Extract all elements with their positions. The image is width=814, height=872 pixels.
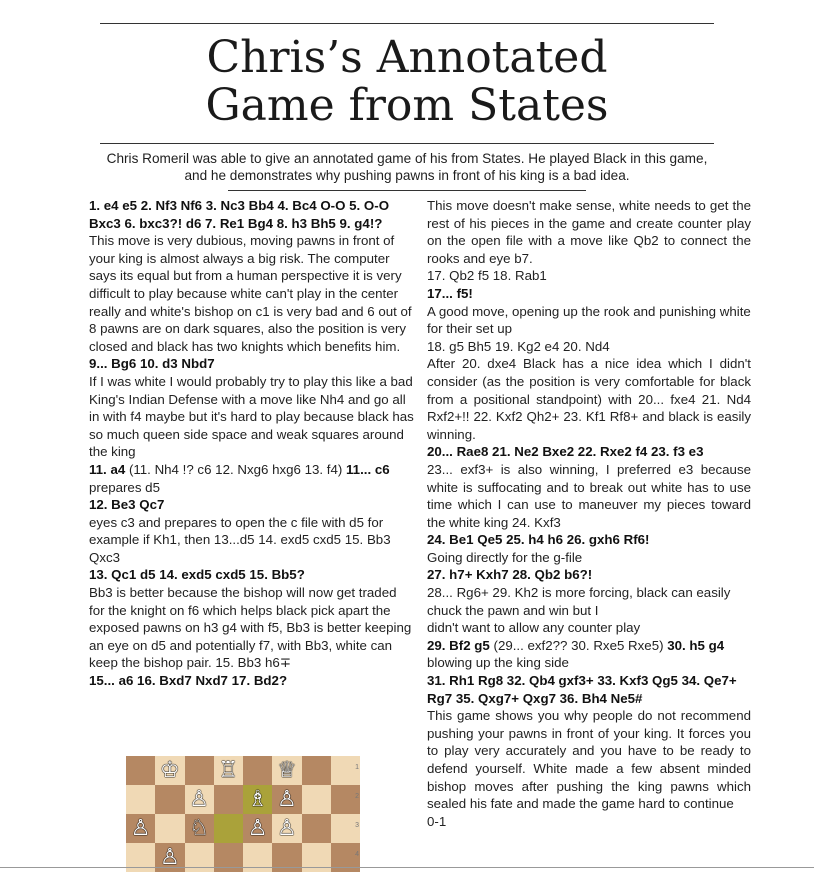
board-square xyxy=(126,756,155,785)
board-square xyxy=(155,756,184,785)
annotation-paragraph: Bb3 is better because the bishop will now get traded for the knight on f6 which helps black pick apart the exposed pawns on h3 g4 with f5, Bb3 is better keeping an eye on d5 and potentially f7, with Bb3, white can keep the bishop pair. 15. Bb3 h6∓ xyxy=(89,585,412,671)
board-square xyxy=(243,756,272,785)
annotation-paragraph: If I was white I would probably try to play this like a bad King's Indian Defense with a move like Nh4 and go all in with f4 maybe but it's hard to play because black has so much queen side space and weak squares around the king xyxy=(89,373,414,460)
chess-board-diagram xyxy=(126,756,360,872)
board-square xyxy=(214,814,243,843)
page-title xyxy=(0,34,814,130)
move-text: 17... f5! xyxy=(427,285,473,301)
move-line xyxy=(89,566,414,584)
annotation-paragraph: example if Kh1, then 13...d5 14. exd5 cxd5 15. Bb3 Qxc3 xyxy=(89,532,391,565)
white-knight-icon: ♘ xyxy=(189,815,209,841)
board-square xyxy=(185,814,214,843)
rank-label: 2 xyxy=(355,793,359,800)
left-column xyxy=(89,197,414,690)
white-pawn-icon: ♙ xyxy=(277,815,297,841)
move-text: 27. h7+ Kxh7 28. Qb2 b6?! xyxy=(427,567,593,583)
annotation-paragraph: A good move, opening up the rook and punishing white for their set up xyxy=(427,303,751,337)
annotation-paragraph xyxy=(427,637,751,655)
move-text: 30. h5 g4 xyxy=(667,637,725,653)
board-square xyxy=(302,814,331,843)
white-queen-icon: ♕ xyxy=(277,757,297,783)
board-square xyxy=(214,785,243,814)
annotation-paragraph: This move is very dubious, moving pawns in front of your king is almost always a big risk. The computer says its equal but from a human perspective it is very difficult to play because white can't play in the center really and white's bishop on c1 is very bad and 6 out of 8 pawns are on dark squares, also the position is very closed and black has two knights which benefits him. xyxy=(89,233,412,354)
board-square xyxy=(302,785,331,814)
board-square xyxy=(272,785,301,814)
move-line xyxy=(89,355,414,373)
move-line xyxy=(427,672,751,707)
move-line xyxy=(427,566,751,584)
move-line xyxy=(89,496,414,514)
board-square xyxy=(243,814,272,843)
move-text: 15... a6 16. Bxd7 Nxd7 17. Bd2? xyxy=(89,673,288,689)
board-square xyxy=(185,756,214,785)
board-square xyxy=(155,814,184,843)
move-line xyxy=(427,285,751,303)
board-square xyxy=(155,785,184,814)
move-text: 13. Qc1 d5 14. exd5 cxd5 15. Bb5? xyxy=(89,567,305,583)
move-line xyxy=(427,443,751,461)
right-column xyxy=(427,197,751,830)
move-line xyxy=(427,531,751,549)
move-text: 24. Be1 Qe5 25. h4 h6 26. gxh6 Rf6! xyxy=(427,532,650,548)
move-text: 11. a4 xyxy=(89,461,126,477)
annotation-paragraph: This game shows you why people do not recommend pushing your pawns in front of your king. It forces you to play very accurately and you have to be ready to defend yourself. White made a few absent minded bishop moves after pushing the king pawns which sealed his fate and made the game hard to continue xyxy=(427,708,751,812)
board-square xyxy=(302,756,331,785)
rank-label: 1 xyxy=(355,764,359,771)
board-square xyxy=(331,814,360,843)
title-line-1: Chris’s Annotated xyxy=(206,32,608,83)
annotation-paragraph: 17. Qb2 f5 18. Rab1 xyxy=(427,268,547,284)
annotation-paragraph: didn't want to allow any counter play xyxy=(427,620,641,636)
intro-bottom-rule xyxy=(228,190,586,191)
board-square xyxy=(331,756,360,785)
white-pawn-icon: ♙ xyxy=(160,844,180,870)
board-square xyxy=(126,785,155,814)
white-king-icon: ♔ xyxy=(160,757,180,783)
white-rook-icon: ♖ xyxy=(218,757,239,783)
annotation-paragraph: 18. g5 Bh5 19. Kg2 e4 20. Nd4 xyxy=(427,338,610,354)
annotation-paragraph: prepares d5 xyxy=(89,479,160,495)
annotation-paragraph xyxy=(89,461,414,479)
board-square xyxy=(243,785,272,814)
variation-text: (11. Nh4 !? c6 12. Nxg6 hxg6 13. f4) xyxy=(125,461,347,477)
board-square xyxy=(272,814,301,843)
white-pawn-icon: ♙ xyxy=(247,815,268,841)
bottom-rule xyxy=(0,867,814,868)
rank-label: 3 xyxy=(355,822,359,829)
annotation-paragraph: 0-1 xyxy=(427,813,447,829)
move-text: 11... c6 xyxy=(346,461,390,477)
annotation-paragraph: blowing up the king side xyxy=(427,655,569,671)
annotation-paragraph: This move doesn't make sense, white needs to get the rest of his pieces in the game and create counter play on the open file with a move like Qb2 to connect the rooks and eye b7. xyxy=(427,198,751,266)
annotation-paragraph: 28... Rg6+ 29. Kh2 is more forcing, black can easily chuck the pawn and win but I xyxy=(427,585,731,618)
white-pawn-icon: ♙ xyxy=(277,786,297,812)
move-text: 20... Rae8 21. Ne2 Bxe2 22. Rxe2 f4 23. f3 e3 xyxy=(427,444,704,460)
white-pawn-icon: ♙ xyxy=(130,815,151,841)
title-bottom-rule xyxy=(100,143,714,144)
move-text: 29. Bf2 g5 xyxy=(427,637,490,653)
move-line xyxy=(89,672,414,690)
move-text: 12. Be3 Qc7 xyxy=(89,497,165,513)
annotation-paragraph: eyes c3 and prepares to open the c file with d5 for xyxy=(89,514,384,530)
board-square xyxy=(126,814,155,843)
move-text: 31. Rh1 Rg8 32. Qb4 gxf3+ 33. Kxf3 Qg5 34. Qe7+ Rg7 35. Qxg7+ Qxg7 36. Bh4 Ne5# xyxy=(427,673,737,706)
board-square xyxy=(331,785,360,814)
board-square xyxy=(214,756,243,785)
white-pawn-icon: ♙ xyxy=(189,786,209,812)
variation-text: (29... exf2?? 30. Rxe5 Rxe5) xyxy=(489,637,668,653)
intro-paragraph: Chris Romeril was able to give an annotated game of his from States. He played Black in this game, and he demonstrates why pushing pawns in front of his king is a bad idea. xyxy=(106,151,708,183)
move-line xyxy=(89,197,414,232)
board-square xyxy=(272,756,301,785)
move-text: 1. e4 e5 2. Nf3 Nf6 3. Nc3 Bb4 4. Bc4 O-O 5. O-O Bxc3 6. bxc3?! d6 7. Re1 Bg4 8. h3 Bh5 9. g4!? xyxy=(89,198,390,231)
board-square xyxy=(185,785,214,814)
annotation-paragraph: After 20. dxe4 Black has a nice idea which I didn't consider (as the position is very comfortable for black from a positional standpoint) with 20... fxe4 21. Nd4 Rxf2+!! 22. Kxf2 Qh2+ 23. Kf1 Rf8+ and black is easily winning. xyxy=(427,356,751,442)
rank-label: 4 xyxy=(355,851,359,858)
title-line-2: Game from States xyxy=(205,80,609,131)
annotation-paragraph: 23... exf3+ is also winning, I preferred e3 because white is suffocating and to break out white has to use time which I can use to maneuver my pieces toward the white king 24. Kxf3 xyxy=(427,461,751,530)
annotation-paragraph: Going directly for the g-file xyxy=(427,549,583,565)
move-text: 9... Bg6 10. d3 Nbd7 xyxy=(89,356,215,372)
white-bishop-icon: ♗ xyxy=(247,786,268,812)
top-rule xyxy=(100,23,714,24)
